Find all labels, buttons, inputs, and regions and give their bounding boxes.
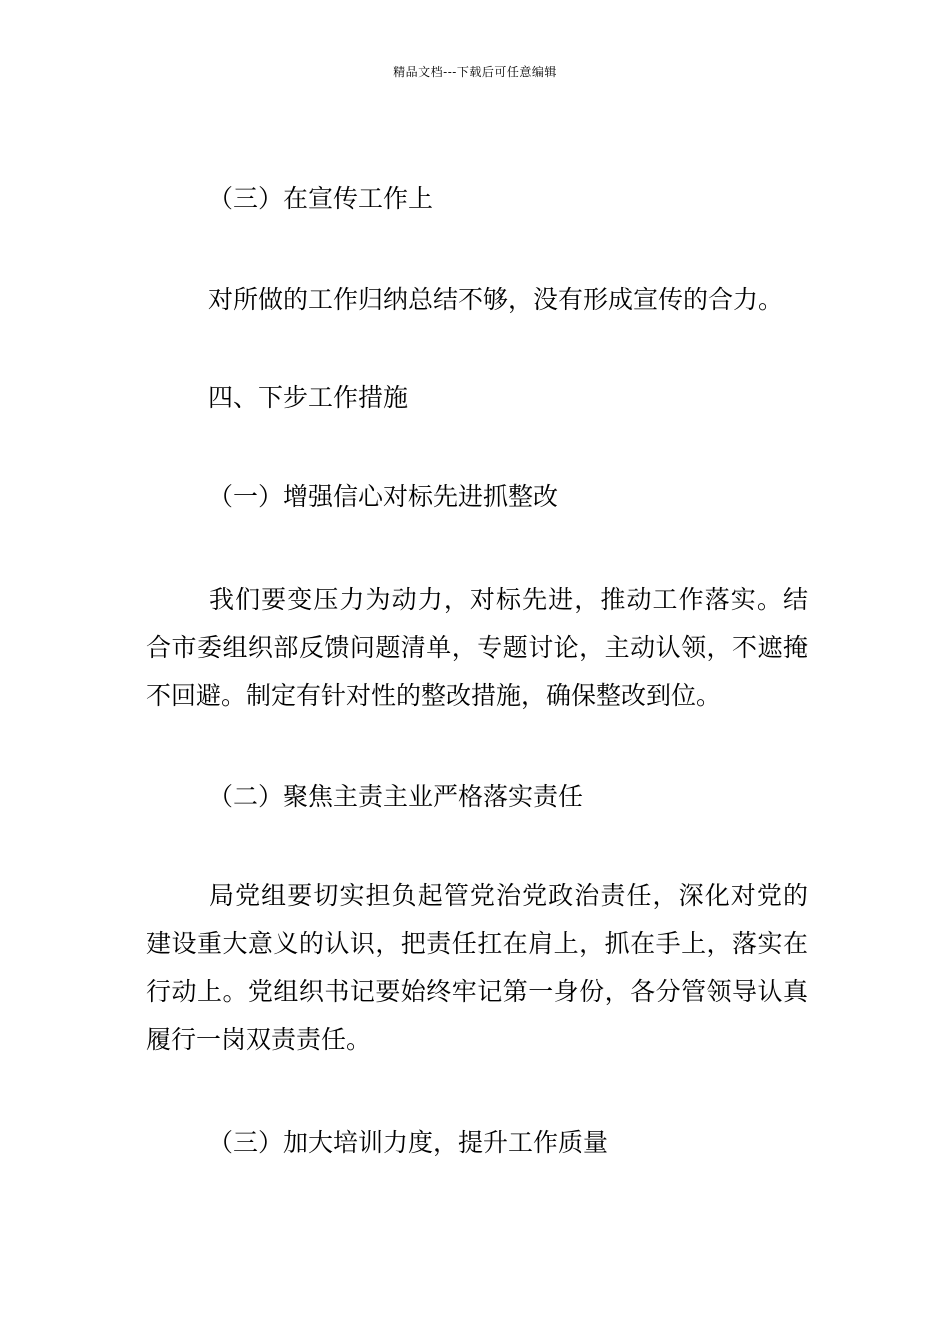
body-paragraph-1: 我们要变压力为动力，对标先进，推动工作落实。结合市委组织部反馈问题清单，专题讨论，主动认领，不遮掩不回避。制定有针对性的整改措施，确保整改到位。: [146, 585, 808, 710]
subsection-heading-3: （三）加大培训力度，提升工作质量: [208, 1128, 609, 1157]
subsection-heading-2: （二）聚焦主责主业严格落实责任: [208, 782, 584, 811]
subsection-heading-1: （一）增强信心对标先进抓整改: [208, 482, 559, 511]
page-header: 精品文档---下载后可任意编辑: [393, 65, 557, 79]
section-heading-publicity: （三）在宣传工作上: [208, 184, 434, 213]
section-heading-next-steps: 四、下步工作措施: [208, 383, 409, 412]
body-paragraph-2: 局党组要切实担负起管党治党政治责任，深化对党的建设重大意义的认识，把责任扛在肩上，抓在手上，落实在行动上。党组织书记要始终牢记第一身份，各分管领导认真履行一岗双责责任。: [146, 881, 808, 1054]
body-paragraph-publicity: 对所做的工作归纳总结不够，没有形成宣传的合力。: [208, 285, 784, 314]
